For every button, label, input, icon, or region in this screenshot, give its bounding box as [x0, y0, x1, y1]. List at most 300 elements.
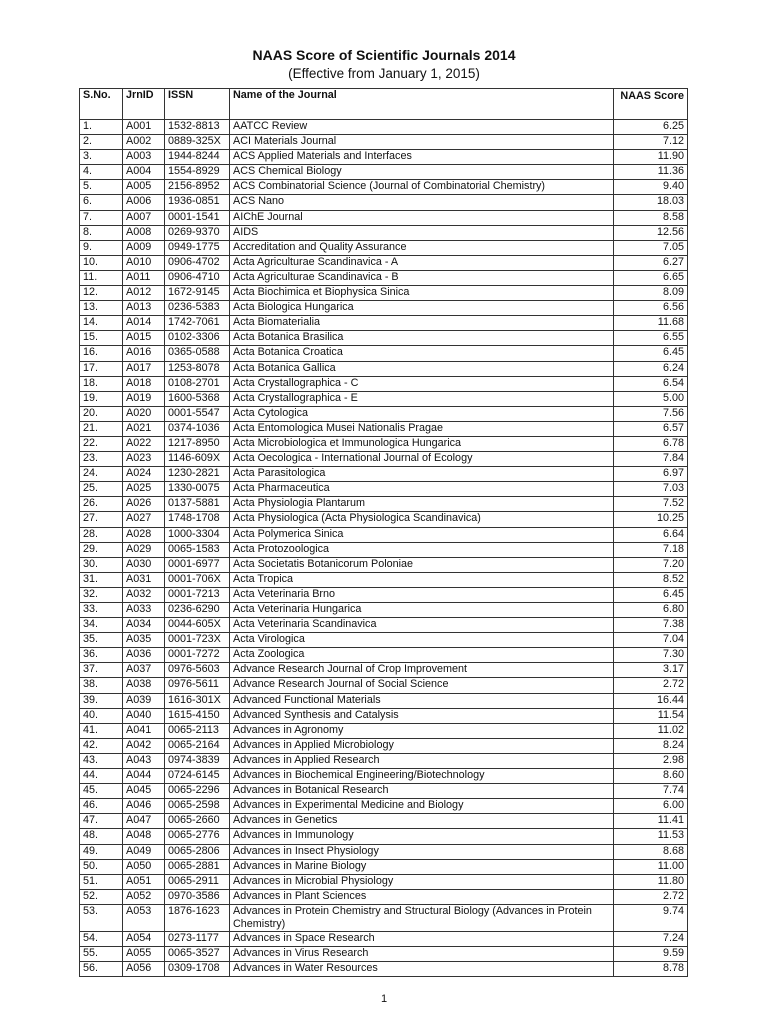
cell-sno: 38. [80, 678, 123, 693]
cell-issn: 1615-4150 [165, 708, 230, 723]
cell-sno: 12. [80, 286, 123, 301]
table-row [80, 376, 688, 391]
cell-naas-score: 6.57 [614, 421, 688, 436]
cell-issn: 0001-1541 [165, 210, 230, 225]
cell-sno: 13. [80, 301, 123, 316]
cell-sno: 52. [80, 889, 123, 904]
cell-sno: 28. [80, 527, 123, 542]
cell-sno: 37. [80, 663, 123, 678]
table-row [80, 859, 688, 874]
cell-journal-name: ACI Materials Journal [230, 135, 614, 150]
cell-jrnid: A006 [123, 195, 165, 210]
cell-issn: 0137-5881 [165, 497, 230, 512]
cell-naas-score: 8.52 [614, 572, 688, 587]
cell-jrnid: A038 [123, 678, 165, 693]
cell-jrnid: A001 [123, 120, 165, 135]
cell-issn: 0044-605X [165, 618, 230, 633]
cell-issn: 0906-4702 [165, 255, 230, 270]
cell-journal-name: Acta Physiologia Plantarum [230, 497, 614, 512]
cell-naas-score: 7.04 [614, 633, 688, 648]
cell-naas-score: 2.72 [614, 889, 688, 904]
cell-naas-score: 8.24 [614, 738, 688, 753]
cell-journal-name: Acta Agriculturae Scandinavica - A [230, 255, 614, 270]
cell-sno: 42. [80, 738, 123, 753]
cell-issn: 0065-3527 [165, 946, 230, 961]
table-row [80, 844, 688, 859]
cell-jrnid: A034 [123, 618, 165, 633]
cell-naas-score: 6.56 [614, 301, 688, 316]
table-row [80, 346, 688, 361]
cell-issn: 0236-5383 [165, 301, 230, 316]
cell-jrnid: A014 [123, 316, 165, 331]
cell-naas-score: 8.60 [614, 769, 688, 784]
header-naas-score-label: NAAS Score [620, 90, 684, 102]
cell-naas-score: 11.00 [614, 859, 688, 874]
cell-journal-name: Advances in Insect Physiology [230, 844, 614, 859]
table-row [80, 904, 688, 931]
cell-jrnid: A012 [123, 286, 165, 301]
cell-jrnid: A047 [123, 814, 165, 829]
cell-jrnid: A018 [123, 376, 165, 391]
cell-jrnid: A051 [123, 874, 165, 889]
cell-sno: 22. [80, 436, 123, 451]
cell-naas-score: 7.18 [614, 542, 688, 557]
table-row [80, 829, 688, 844]
cell-issn: 0065-2776 [165, 829, 230, 844]
cell-jrnid: A011 [123, 270, 165, 285]
cell-jrnid: A054 [123, 931, 165, 946]
table-row [80, 799, 688, 814]
cell-naas-score: 6.55 [614, 331, 688, 346]
cell-naas-score: 7.24 [614, 931, 688, 946]
cell-naas-score: 7.30 [614, 648, 688, 663]
cell-issn: 0976-5611 [165, 678, 230, 693]
cell-jrnid: A042 [123, 738, 165, 753]
cell-issn: 1672-9145 [165, 286, 230, 301]
cell-issn: 0309-1708 [165, 962, 230, 977]
cell-issn: 0065-2911 [165, 874, 230, 889]
cell-jrnid: A007 [123, 210, 165, 225]
cell-naas-score: 3.17 [614, 663, 688, 678]
cell-jrnid: A008 [123, 225, 165, 240]
table-row [80, 663, 688, 678]
cell-issn: 1748-1708 [165, 512, 230, 527]
table-row [80, 150, 688, 165]
cell-journal-name: Advances in Applied Microbiology [230, 738, 614, 753]
cell-sno: 29. [80, 542, 123, 557]
cell-issn: 0065-2296 [165, 784, 230, 799]
cell-journal-name: Advances in Water Resources [230, 962, 614, 977]
table-row [80, 240, 688, 255]
table-row [80, 708, 688, 723]
cell-journal-name: Acta Biomaterialia [230, 316, 614, 331]
cell-sno: 54. [80, 931, 123, 946]
table-row [80, 436, 688, 451]
cell-journal-name: ACS Chemical Biology [230, 165, 614, 180]
table-row [80, 301, 688, 316]
cell-sno: 21. [80, 421, 123, 436]
cell-issn: 0001-6977 [165, 557, 230, 572]
cell-issn: 0001-7213 [165, 587, 230, 602]
table-row [80, 527, 688, 542]
cell-issn: 1742-7061 [165, 316, 230, 331]
cell-journal-name: Advances in Virus Research [230, 946, 614, 961]
cell-issn: 1616-301X [165, 693, 230, 708]
cell-naas-score: 7.74 [614, 784, 688, 799]
journal-table [79, 88, 688, 977]
table-header-row [80, 89, 688, 120]
cell-jrnid: A013 [123, 301, 165, 316]
page-number: 1 [380, 993, 388, 1005]
cell-journal-name: Advanced Synthesis and Catalysis [230, 708, 614, 723]
cell-issn: 0976-5603 [165, 663, 230, 678]
cell-journal-name: Acta Biologica Hungarica [230, 301, 614, 316]
cell-journal-name: Acta Virologica [230, 633, 614, 648]
cell-journal-name: Acta Botanica Gallica [230, 361, 614, 376]
cell-jrnid: A056 [123, 962, 165, 977]
table-row [80, 512, 688, 527]
cell-naas-score: 11.54 [614, 708, 688, 723]
cell-journal-name: Advances in Experimental Medicine and Biology [230, 799, 614, 814]
cell-journal-name: Acta Botanica Brasilica [230, 331, 614, 346]
cell-sno: 44. [80, 769, 123, 784]
cell-journal-name: Advanced Functional Materials [230, 693, 614, 708]
cell-journal-name: Advances in Immunology [230, 829, 614, 844]
cell-jrnid: A025 [123, 482, 165, 497]
cell-sno: 31. [80, 572, 123, 587]
cell-naas-score: 18.03 [614, 195, 688, 210]
cell-naas-score: 11.53 [614, 829, 688, 844]
table-row [80, 286, 688, 301]
cell-journal-name: Acta Veterinaria Scandinavica [230, 618, 614, 633]
cell-journal-name: Acta Biochimica et Biophysica Sinica [230, 286, 614, 301]
cell-sno: 34. [80, 618, 123, 633]
cell-naas-score: 7.03 [614, 482, 688, 497]
cell-journal-name: Advances in Protein Chemistry and Structural Biology (Advances in Protein Chemistry) [230, 904, 614, 931]
table-row [80, 467, 688, 482]
cell-jrnid: A040 [123, 708, 165, 723]
cell-jrnid: A048 [123, 829, 165, 844]
cell-sno: 5. [80, 180, 123, 195]
cell-naas-score: 2.98 [614, 753, 688, 768]
cell-sno: 7. [80, 210, 123, 225]
cell-naas-score: 6.27 [614, 255, 688, 270]
cell-jrnid: A030 [123, 557, 165, 572]
page-title: NAAS Score of Scientific Journals 2014 [252, 47, 516, 63]
cell-naas-score: 8.58 [614, 210, 688, 225]
cell-journal-name: AATCC Review [230, 120, 614, 135]
cell-naas-score: 11.36 [614, 165, 688, 180]
cell-sno: 9. [80, 240, 123, 255]
table-row [80, 557, 688, 572]
cell-issn: 0065-2598 [165, 799, 230, 814]
table-row [80, 165, 688, 180]
table-row [80, 769, 688, 784]
table-row [80, 270, 688, 285]
cell-sno: 41. [80, 723, 123, 738]
cell-issn: 0374-1036 [165, 421, 230, 436]
cell-sno: 26. [80, 497, 123, 512]
cell-jrnid: A044 [123, 769, 165, 784]
cell-journal-name: Accreditation and Quality Assurance [230, 240, 614, 255]
table-row [80, 195, 688, 210]
cell-sno: 33. [80, 603, 123, 618]
cell-sno: 36. [80, 648, 123, 663]
cell-issn: 0236-6290 [165, 603, 230, 618]
cell-issn: 0065-2806 [165, 844, 230, 859]
cell-issn: 0001-706X [165, 572, 230, 587]
table-row [80, 482, 688, 497]
cell-naas-score: 8.78 [614, 962, 688, 977]
cell-naas-score: 5.00 [614, 391, 688, 406]
cell-jrnid: A002 [123, 135, 165, 150]
cell-issn: 0001-723X [165, 633, 230, 648]
cell-issn: 0065-2660 [165, 814, 230, 829]
cell-naas-score: 7.52 [614, 497, 688, 512]
cell-sno: 15. [80, 331, 123, 346]
cell-naas-score: 12.56 [614, 225, 688, 240]
table-row [80, 587, 688, 602]
header-journal-name: Name of the Journal [230, 89, 614, 120]
table-row [80, 931, 688, 946]
cell-journal-name: Acta Polymerica Sinica [230, 527, 614, 542]
table-row [80, 784, 688, 799]
cell-journal-name: ACS Combinatorial Science (Journal of Combinatorial Chemistry) [230, 180, 614, 195]
cell-sno: 8. [80, 225, 123, 240]
cell-sno: 35. [80, 633, 123, 648]
cell-jrnid: A045 [123, 784, 165, 799]
cell-naas-score: 6.54 [614, 376, 688, 391]
table-row [80, 542, 688, 557]
cell-sno: 18. [80, 376, 123, 391]
table-row [80, 678, 688, 693]
cell-jrnid: A017 [123, 361, 165, 376]
table-row [80, 648, 688, 663]
cell-naas-score: 9.40 [614, 180, 688, 195]
cell-jrnid: A046 [123, 799, 165, 814]
cell-sno: 50. [80, 859, 123, 874]
header-issn: ISSN [165, 89, 230, 120]
cell-naas-score: 7.84 [614, 452, 688, 467]
cell-journal-name: ACS Nano [230, 195, 614, 210]
cell-naas-score: 11.41 [614, 814, 688, 829]
cell-sno: 1. [80, 120, 123, 135]
cell-sno: 56. [80, 962, 123, 977]
cell-journal-name: Advances in Genetics [230, 814, 614, 829]
cell-sno: 45. [80, 784, 123, 799]
cell-journal-name: Acta Zoologica [230, 648, 614, 663]
cell-sno: 46. [80, 799, 123, 814]
header-sno: S.No. [80, 89, 123, 120]
cell-jrnid: A023 [123, 452, 165, 467]
cell-naas-score: 7.56 [614, 406, 688, 421]
table-row [80, 391, 688, 406]
cell-issn: 0906-4710 [165, 270, 230, 285]
cell-jrnid: A053 [123, 904, 165, 931]
cell-journal-name: Acta Crystallographica - E [230, 391, 614, 406]
cell-naas-score: 6.97 [614, 467, 688, 482]
cell-sno: 14. [80, 316, 123, 331]
table-row [80, 331, 688, 346]
cell-journal-name: Acta Physiologica (Acta Physiologica Scandinavica) [230, 512, 614, 527]
cell-naas-score: 9.74 [614, 904, 688, 931]
cell-journal-name: Acta Tropica [230, 572, 614, 587]
cell-journal-name: Advance Research Journal of Social Science [230, 678, 614, 693]
cell-sno: 3. [80, 150, 123, 165]
cell-issn: 1600-5368 [165, 391, 230, 406]
cell-issn: 0365-0588 [165, 346, 230, 361]
table-row [80, 135, 688, 150]
cell-jrnid: A010 [123, 255, 165, 270]
cell-jrnid: A020 [123, 406, 165, 421]
cell-naas-score: 11.68 [614, 316, 688, 331]
cell-sno: 49. [80, 844, 123, 859]
cell-journal-name: Advances in Microbial Physiology [230, 874, 614, 889]
cell-naas-score: 9.59 [614, 946, 688, 961]
cell-issn: 0065-2881 [165, 859, 230, 874]
table-row [80, 889, 688, 904]
table-row [80, 603, 688, 618]
cell-issn: 0889-325X [165, 135, 230, 150]
cell-issn: 1554-8929 [165, 165, 230, 180]
cell-jrnid: A031 [123, 572, 165, 587]
table-row [80, 406, 688, 421]
cell-jrnid: A037 [123, 663, 165, 678]
table-row [80, 572, 688, 587]
cell-journal-name: Acta Veterinaria Brno [230, 587, 614, 602]
cell-sno: 53. [80, 904, 123, 931]
table-row [80, 962, 688, 977]
cell-jrnid: A019 [123, 391, 165, 406]
cell-naas-score: 16.44 [614, 693, 688, 708]
cell-jrnid: A005 [123, 180, 165, 195]
cell-issn: 1253-8078 [165, 361, 230, 376]
cell-issn: 0269-9370 [165, 225, 230, 240]
cell-journal-name: Advances in Plant Sciences [230, 889, 614, 904]
cell-issn: 0949-1775 [165, 240, 230, 255]
cell-naas-score: 6.65 [614, 270, 688, 285]
cell-issn: 1532-8813 [165, 120, 230, 135]
cell-sno: 20. [80, 406, 123, 421]
page-subtitle: (Effective from January 1, 2015) [288, 66, 480, 81]
cell-sno: 40. [80, 708, 123, 723]
cell-journal-name: Advances in Biochemical Engineering/Biotechnology [230, 769, 614, 784]
cell-journal-name: Acta Cytologica [230, 406, 614, 421]
cell-sno: 30. [80, 557, 123, 572]
cell-sno: 23. [80, 452, 123, 467]
header-naas-score [614, 89, 688, 120]
table-row [80, 255, 688, 270]
cell-jrnid: A004 [123, 165, 165, 180]
cell-journal-name: Acta Veterinaria Hungarica [230, 603, 614, 618]
table-row [80, 874, 688, 889]
cell-sno: 47. [80, 814, 123, 829]
cell-sno: 55. [80, 946, 123, 961]
cell-journal-name: AIChE Journal [230, 210, 614, 225]
cell-sno: 32. [80, 587, 123, 602]
cell-journal-name: Acta Pharmaceutica [230, 482, 614, 497]
cell-jrnid: A022 [123, 436, 165, 451]
cell-naas-score: 11.80 [614, 874, 688, 889]
cell-journal-name: Acta Oecologica - International Journal of Ecology [230, 452, 614, 467]
cell-issn: 0970-3586 [165, 889, 230, 904]
cell-jrnid: A028 [123, 527, 165, 542]
cell-issn: 0102-3306 [165, 331, 230, 346]
cell-naas-score: 8.68 [614, 844, 688, 859]
cell-journal-name: Acta Societatis Botanicorum Poloniae [230, 557, 614, 572]
cell-issn: 0974-3839 [165, 753, 230, 768]
cell-issn: 0065-1583 [165, 542, 230, 557]
cell-naas-score: 6.80 [614, 603, 688, 618]
cell-journal-name: Acta Entomologica Musei Nationalis Pragae [230, 421, 614, 436]
cell-naas-score: 7.38 [614, 618, 688, 633]
cell-sno: 43. [80, 753, 123, 768]
cell-sno: 17. [80, 361, 123, 376]
cell-jrnid: A043 [123, 753, 165, 768]
cell-jrnid: A021 [123, 421, 165, 436]
cell-jrnid: A050 [123, 859, 165, 874]
cell-journal-name: Acta Crystallographica - C [230, 376, 614, 391]
table-row [80, 210, 688, 225]
cell-journal-name: Advances in Marine Biology [230, 859, 614, 874]
cell-journal-name: Advances in Botanical Research [230, 784, 614, 799]
cell-jrnid: A009 [123, 240, 165, 255]
cell-sno: 39. [80, 693, 123, 708]
cell-sno: 27. [80, 512, 123, 527]
cell-journal-name: Acta Parasitologica [230, 467, 614, 482]
cell-issn: 1146-609X [165, 452, 230, 467]
cell-journal-name: Advances in Agronomy [230, 723, 614, 738]
table-row [80, 723, 688, 738]
table-body [80, 120, 688, 977]
cell-journal-name: ACS Applied Materials and Interfaces [230, 150, 614, 165]
table-row [80, 180, 688, 195]
cell-issn: 0065-2164 [165, 738, 230, 753]
cell-issn: 0065-2113 [165, 723, 230, 738]
cell-journal-name: Acta Agriculturae Scandinavica - B [230, 270, 614, 285]
cell-sno: 51. [80, 874, 123, 889]
cell-issn: 1330-0075 [165, 482, 230, 497]
table-row [80, 814, 688, 829]
cell-sno: 10. [80, 255, 123, 270]
cell-jrnid: A049 [123, 844, 165, 859]
cell-journal-name: Advance Research Journal of Crop Improvement [230, 663, 614, 678]
cell-jrnid: A024 [123, 467, 165, 482]
cell-sno: 19. [80, 391, 123, 406]
cell-naas-score: 8.09 [614, 286, 688, 301]
table-row [80, 316, 688, 331]
cell-jrnid: A027 [123, 512, 165, 527]
cell-issn: 1944-8244 [165, 150, 230, 165]
table-row [80, 421, 688, 436]
table-row [80, 738, 688, 753]
cell-naas-score: 6.25 [614, 120, 688, 135]
table-row [80, 361, 688, 376]
cell-journal-name: Acta Botanica Croatica [230, 346, 614, 361]
cell-sno: 24. [80, 467, 123, 482]
cell-naas-score: 6.45 [614, 346, 688, 361]
cell-jrnid: A029 [123, 542, 165, 557]
table-row [80, 693, 688, 708]
cell-sno: 11. [80, 270, 123, 285]
cell-sno: 4. [80, 165, 123, 180]
table-row [80, 618, 688, 633]
cell-jrnid: A015 [123, 331, 165, 346]
cell-issn: 2156-8952 [165, 180, 230, 195]
cell-sno: 16. [80, 346, 123, 361]
cell-sno: 2. [80, 135, 123, 150]
cell-journal-name: Advances in Space Research [230, 931, 614, 946]
